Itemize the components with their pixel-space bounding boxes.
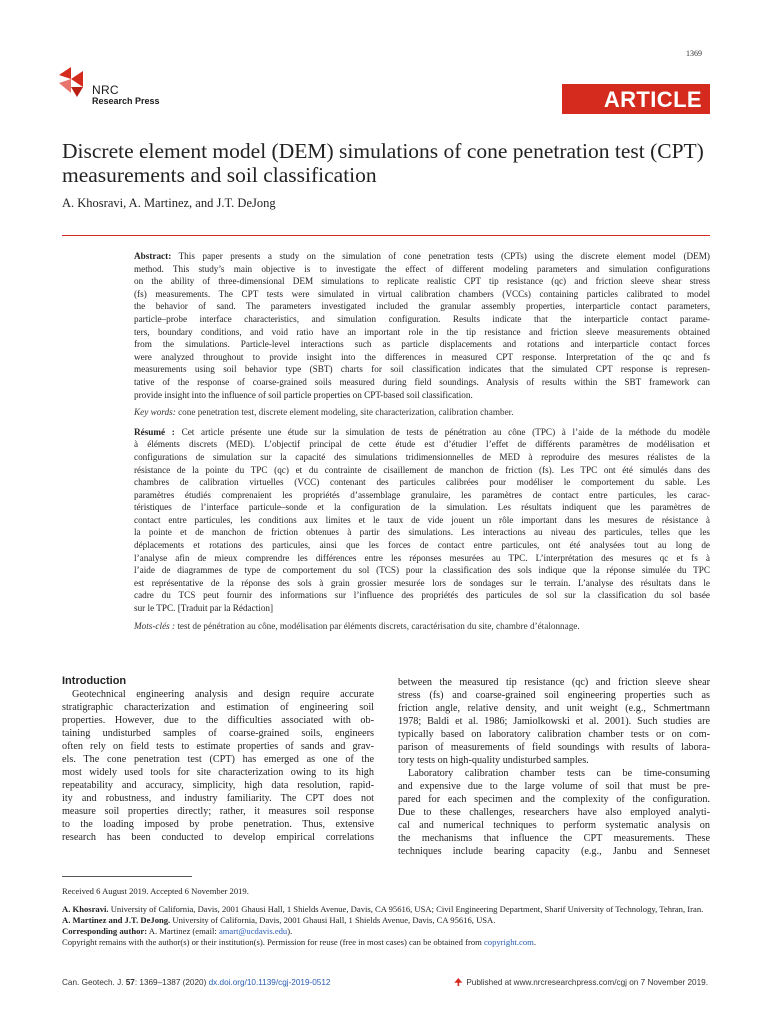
resume-line: à éléments discrets (MED). L’objectif principal de cette étude est d’étudier l’effet de différents paramètres de modélisation et bbox=[134, 439, 710, 450]
resume-line: contact entre particules, les conditions aux limites et le taux de vide jouent un rôle important dans les mesures de résistance à bbox=[134, 514, 710, 525]
corresponding-author bbox=[62, 926, 712, 937]
resume-line: cadre du TCS peut fournir des informations sur l’influence des propriétés des particules de sol sur la classification du sol basée bbox=[134, 590, 710, 601]
intro-line: the mechanisms that influence the CPT measurements. These bbox=[398, 833, 710, 844]
copyright-note bbox=[62, 937, 712, 948]
introduction-heading: Introduction bbox=[62, 675, 127, 687]
corresponding-email-link[interactable]: amart@ucdavis.edu bbox=[218, 926, 288, 936]
abstract-label: Abstract: bbox=[134, 251, 172, 261]
intro-line: els. The cone penetration test (CPT) has emerged as one of the bbox=[62, 754, 374, 765]
corresponding-end: ). bbox=[287, 926, 293, 936]
resume-paragraph bbox=[134, 426, 710, 615]
abstract-paragraph bbox=[134, 250, 710, 401]
intro-line: and expensive due to the large volume of soil that must be pre- bbox=[398, 781, 710, 792]
intro-line: to the loading imposed by probe penetration. Thus, extensive bbox=[62, 819, 374, 830]
abstract-line: were analyzed throughout to provide insight into the differences in measured CPT response. Interpretation of the qc and fs bbox=[134, 351, 710, 362]
article-badge: ARTICLE bbox=[562, 84, 710, 114]
abstract-line: particle–probe interface characteristics, and simulation configuration. Results indicate that the interparticle contact parame- bbox=[134, 313, 710, 324]
resume-line: résistance de la pointe du TPC (qc) et du contrainte de cisaillement de manchon de friction (fs). Les TPC ont été simulés dans des bbox=[134, 464, 710, 475]
intro-line[interactable]: friction angle, relative density, and unit weight (e.g., Schmertmann bbox=[398, 703, 710, 714]
abstract-line: the behavior of sand. The parameters investigated included the granular assembly properties, interparticle contact parameters, bbox=[134, 301, 710, 312]
intro-line: stratigraphic characterization and estimation of engineering soil bbox=[62, 702, 374, 713]
publisher-name: NRC bbox=[92, 83, 119, 97]
abstract-line: (fs) measurements. The CPT tests were simulated in virtual calibration chambers (VCCs) containing particles calibrated to model bbox=[134, 288, 710, 299]
mots-cles bbox=[134, 620, 710, 633]
affiliation-2-text: University of California, Davis, 2001 Ghausi Hall, 1 Shields Avenue, Davis, CA 95616, USA. bbox=[172, 915, 496, 925]
publisher-subname: Research Press bbox=[92, 96, 160, 106]
article-authors: A. Khosravi, A. Martinez, and J.T. DeJong bbox=[62, 196, 276, 210]
maple-leaf-icon bbox=[454, 978, 462, 986]
copyright-end: . bbox=[533, 937, 537, 947]
abstract-line: tative of the response of coarse-grained soils measured during field soundings. Analysis of results within the SBT framework can bbox=[134, 376, 710, 387]
intro-line: repeatability and accuracy, simplicity, high data resolution, rapid- bbox=[62, 780, 374, 791]
journal-name: Can. Geotech. J. bbox=[62, 978, 124, 987]
keywords-label: Key words: bbox=[134, 407, 176, 418]
article-title: Discrete element model (DEM) simulations of cone penetration test (CPT) measurements and soil classification bbox=[62, 139, 704, 187]
intro-line: most widely used tools for site characterization owing to its high bbox=[62, 767, 374, 778]
intro-line: parison of measurements of field soundings with results of labora- bbox=[398, 742, 710, 753]
intro-line: often rely on field tests to estimate properties of sands and grav- bbox=[62, 741, 374, 752]
resume-line: l’analyse afin de mieux comprendre les différences entre les réponses mesurées au TPC. L’interprétation des mesures qc et fs à bbox=[134, 552, 710, 563]
doi-link[interactable]: dx.doi.org/10.1139/cgj-2019-0512 bbox=[208, 978, 331, 987]
resume-line: déplacements et rotations des particules, ainsi que les forces de contact entre particules, ont été analysées tout au long de bbox=[134, 540, 710, 551]
footnotes bbox=[62, 886, 712, 948]
intro-line: ity and robustness, and industry familiarity. The CPT does not bbox=[62, 793, 374, 804]
intro-column-right bbox=[398, 676, 710, 858]
keywords bbox=[134, 406, 710, 419]
publisher-logo[interactable] bbox=[57, 65, 167, 125]
resume-line: chambres de calibration virtuelles (VCC) contenant des particules calibrées pour modéliser le comportement du sable. Les bbox=[134, 477, 710, 488]
abstract-line: measurements using soil behavior type (SBT) charts for soil classification indicates that the simulated CPT response is represen- bbox=[134, 364, 710, 375]
journal-volume: 57 bbox=[125, 978, 135, 987]
resume-line: sur le TPC. [Traduit par la Rédaction] bbox=[134, 603, 274, 614]
intro-line: between the measured tip resistance (qc) and friction sleeve shear bbox=[398, 677, 710, 688]
resume-label: Résumé : bbox=[134, 426, 175, 437]
footnote-divider bbox=[62, 876, 192, 877]
keywords-text: cone penetration test, discrete element modeling, site characterization, calibration chamber. bbox=[178, 407, 514, 418]
resume-line: paramètres étudiés comprenaient les propriétés d’assemblage granulaire, les paramètres de contact entre particules, les carac- bbox=[134, 489, 710, 500]
intro-line[interactable]: 1978; Baldi et al. 1986; Jamiolkowski et al. 2001). Such studies are bbox=[398, 716, 710, 727]
intro-line[interactable]: techniques include bearing capacity (e.g., Janbu and Senneset bbox=[398, 846, 710, 857]
intro-line: research has been conducted to develop empirical correlations bbox=[62, 832, 374, 843]
affiliation-2 bbox=[62, 915, 712, 926]
intro-line: tory tests on high-quality undisturbed samples. bbox=[398, 755, 589, 766]
abstract-block bbox=[134, 250, 710, 639]
copyright-text: Copyright remains with the author(s) or their institution(s). Permission for reuse (free in most cases) can be obtained from bbox=[62, 937, 482, 947]
intro-line: properties. However, due to the difficulties associated with ob- bbox=[62, 715, 374, 726]
page-number: 1369 bbox=[686, 49, 702, 58]
affiliation-1 bbox=[62, 904, 712, 915]
abstract-line: This paper presents a study on the simulation of cone penetration tests (CPTs) using the discrete element model (DEM) bbox=[178, 251, 710, 261]
intro-line: Laboratory calibration chamber tests can be time-consuming bbox=[408, 768, 710, 779]
corresponding-text: A. Martinez (email: bbox=[148, 926, 217, 936]
intro-line: measure soil properties directly; rather, it measures soil response bbox=[62, 806, 374, 817]
resume-line: est représentative de la réponse des sols à grain grossier mesurée lors de sondages sur le terrain. L’analyse des résultats dans le bbox=[134, 577, 710, 588]
resume-line: téristiques de l’interface particule–sonde et la configuration de la simulation. Les résultats indiquent que les paramètres de bbox=[134, 502, 710, 513]
abstract-line: from the simulations. Particle-level interactions such as particle displacements and rotations and interparticle contact forces bbox=[134, 339, 710, 350]
mots-cles-text: test de pénétration au cône, modélisation par éléments discrets, caractérisation du site, chambre d’étalonnage. bbox=[177, 620, 580, 631]
intro-line: Geotechnical engineering analysis and design require accurate bbox=[72, 689, 374, 700]
corresponding-label: Corresponding author: bbox=[62, 926, 148, 936]
intro-line: typically based on laboratory calibration chamber tests or on com- bbox=[398, 729, 710, 740]
received-date: Received 6 August 2019. Accepted 6 November 2019. bbox=[62, 886, 249, 896]
published-text: Published at www.nrcresearchpress.com/cgj on 7 November 2019. bbox=[466, 978, 708, 987]
affiliation-1-text: University of California, Davis, 2001 Ghausi Hall, 1 Shields Avenue, Davis, CA 95616, USA; Civil Engineering Department, Sharif University of Technology, Tehran, Iran. bbox=[110, 904, 704, 914]
abstract-line: ters, boundary conditions, and void ratio have an important role in the tip resistance and friction sleeve measurements obtained bbox=[134, 326, 710, 337]
resume-line: l’aide de diagrammes de type de comportement du sol (TCS) pour la classification des sols indique que la réponse simulée du TPC bbox=[134, 565, 710, 576]
intro-line: cal and numerical techniques to perform systematic analysis on bbox=[398, 820, 710, 831]
abstract-line: provide insight into the influence of soil particle properties on CPT-based soil classification. bbox=[134, 389, 473, 400]
journal-pages: : 1369–1387 (2020) bbox=[134, 978, 207, 987]
affiliation-2-name: A. Martinez and J.T. DeJong. bbox=[62, 915, 171, 925]
citation bbox=[62, 978, 330, 987]
resume-line: la pointe et de manchon de friction obtenues à partir des simulations. Les interactions au niveau des particules, telles que les bbox=[134, 527, 710, 538]
resume-line: Cet article présente une étude sur la simulation de tests de pénétration au cône (TPC) à l’aide de la méthode du modèle bbox=[181, 426, 711, 437]
title-divider bbox=[62, 235, 710, 236]
intro-line: taining undisturbed samples of coarse-grained soils, engineers bbox=[62, 728, 374, 739]
affiliation-1-name: A. Khosravi. bbox=[62, 904, 109, 914]
abstract-line: on the ability of three-dimensional DEM simulations to replicate realistic CPT tip resistance (qc) and friction sleeve shear stress bbox=[134, 276, 710, 287]
copyright-link[interactable]: copyright.com bbox=[483, 937, 534, 947]
intro-line: Due to these challenges, researchers have also employed analyti- bbox=[398, 807, 710, 818]
intro-line: pared for each specimen and the complexity of the configuration. bbox=[398, 794, 710, 805]
nrc-logo-icon bbox=[57, 65, 91, 99]
published-note bbox=[454, 978, 708, 987]
mots-cles-label: Mots-clés : bbox=[134, 620, 176, 631]
abstract-line: method. This study’s main objective is to investigate the effect of different modeling parameters and simulation configurations bbox=[134, 263, 710, 274]
intro-line: stress (fs) and coarse-grained soil engineering properties such as bbox=[398, 690, 710, 701]
intro-column-left bbox=[62, 688, 374, 844]
resume-line: configurations de simulation sur la capacité des simulations tridimensionnelles de MED à reproduire des mesures réalistes de la bbox=[134, 451, 710, 462]
